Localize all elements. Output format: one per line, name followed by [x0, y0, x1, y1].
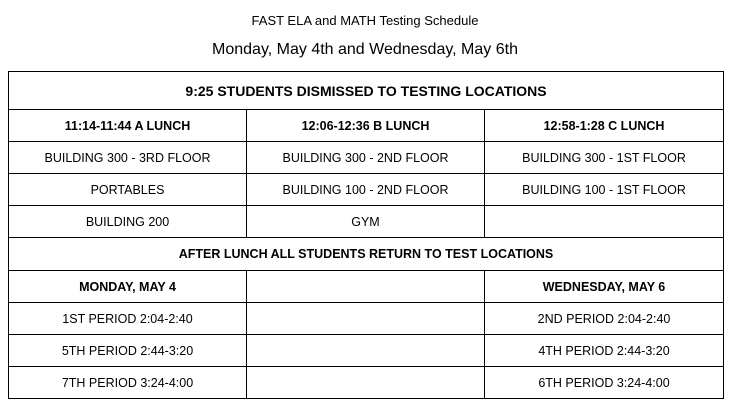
empty-period-cell: [247, 335, 485, 367]
empty-period-cell: [247, 303, 485, 335]
period-cell: 1ST PERIOD 2:04-2:40: [9, 303, 247, 335]
empty-period-cell: [247, 367, 485, 399]
table-row: [9, 335, 724, 367]
table-row: [9, 72, 724, 110]
table-row: [9, 367, 724, 399]
schedule-table: [8, 71, 724, 399]
location-cell: BUILDING 100 - 1ST FLOOR: [485, 174, 724, 206]
location-cell: [485, 206, 724, 238]
monday-header: MONDAY, MAY 4: [9, 271, 247, 303]
table-row: [9, 238, 724, 271]
location-cell: GYM: [247, 206, 485, 238]
table-row: [9, 110, 724, 142]
wednesday-header: WEDNESDAY, MAY 6: [485, 271, 724, 303]
empty-day-cell: [247, 271, 485, 303]
period-cell: 7TH PERIOD 3:24-4:00: [9, 367, 247, 399]
table-row: [9, 271, 724, 303]
after-lunch-banner: AFTER LUNCH ALL STUDENTS RETURN TO TEST LOCATIONS: [9, 238, 724, 271]
table-row: [9, 174, 724, 206]
table-row: [9, 206, 724, 238]
location-cell: BUILDING 300 - 3RD FLOOR: [9, 142, 247, 174]
dismissal-banner: 9:25 STUDENTS DISMISSED TO TESTING LOCATIONS: [9, 72, 724, 110]
table-row: [9, 142, 724, 174]
document-dates: Monday, May 4th and Wednesday, May 6th: [212, 41, 518, 58]
document-title: FAST ELA and MATH Testing Schedule: [251, 13, 479, 28]
lunch-a-header: 11:14-11:44 A LUNCH: [9, 110, 247, 142]
location-cell: BUILDING 300 - 1ST FLOOR: [485, 142, 724, 174]
lunch-b-header: 12:06-12:36 B LUNCH: [247, 110, 485, 142]
period-cell: 5TH PERIOD 2:44-3:20: [9, 335, 247, 367]
location-cell: PORTABLES: [9, 174, 247, 206]
location-cell: BUILDING 200: [9, 206, 247, 238]
location-cell: BUILDING 300 - 2ND FLOOR: [247, 142, 485, 174]
period-cell: 6TH PERIOD 3:24-4:00: [485, 367, 724, 399]
table-row: [9, 303, 724, 335]
lunch-c-header: 12:58-1:28 C LUNCH: [485, 110, 724, 142]
location-cell: BUILDING 100 - 2ND FLOOR: [247, 174, 485, 206]
period-cell: 4TH PERIOD 2:44-3:20: [485, 335, 724, 367]
period-cell: 2ND PERIOD 2:04-2:40: [485, 303, 724, 335]
